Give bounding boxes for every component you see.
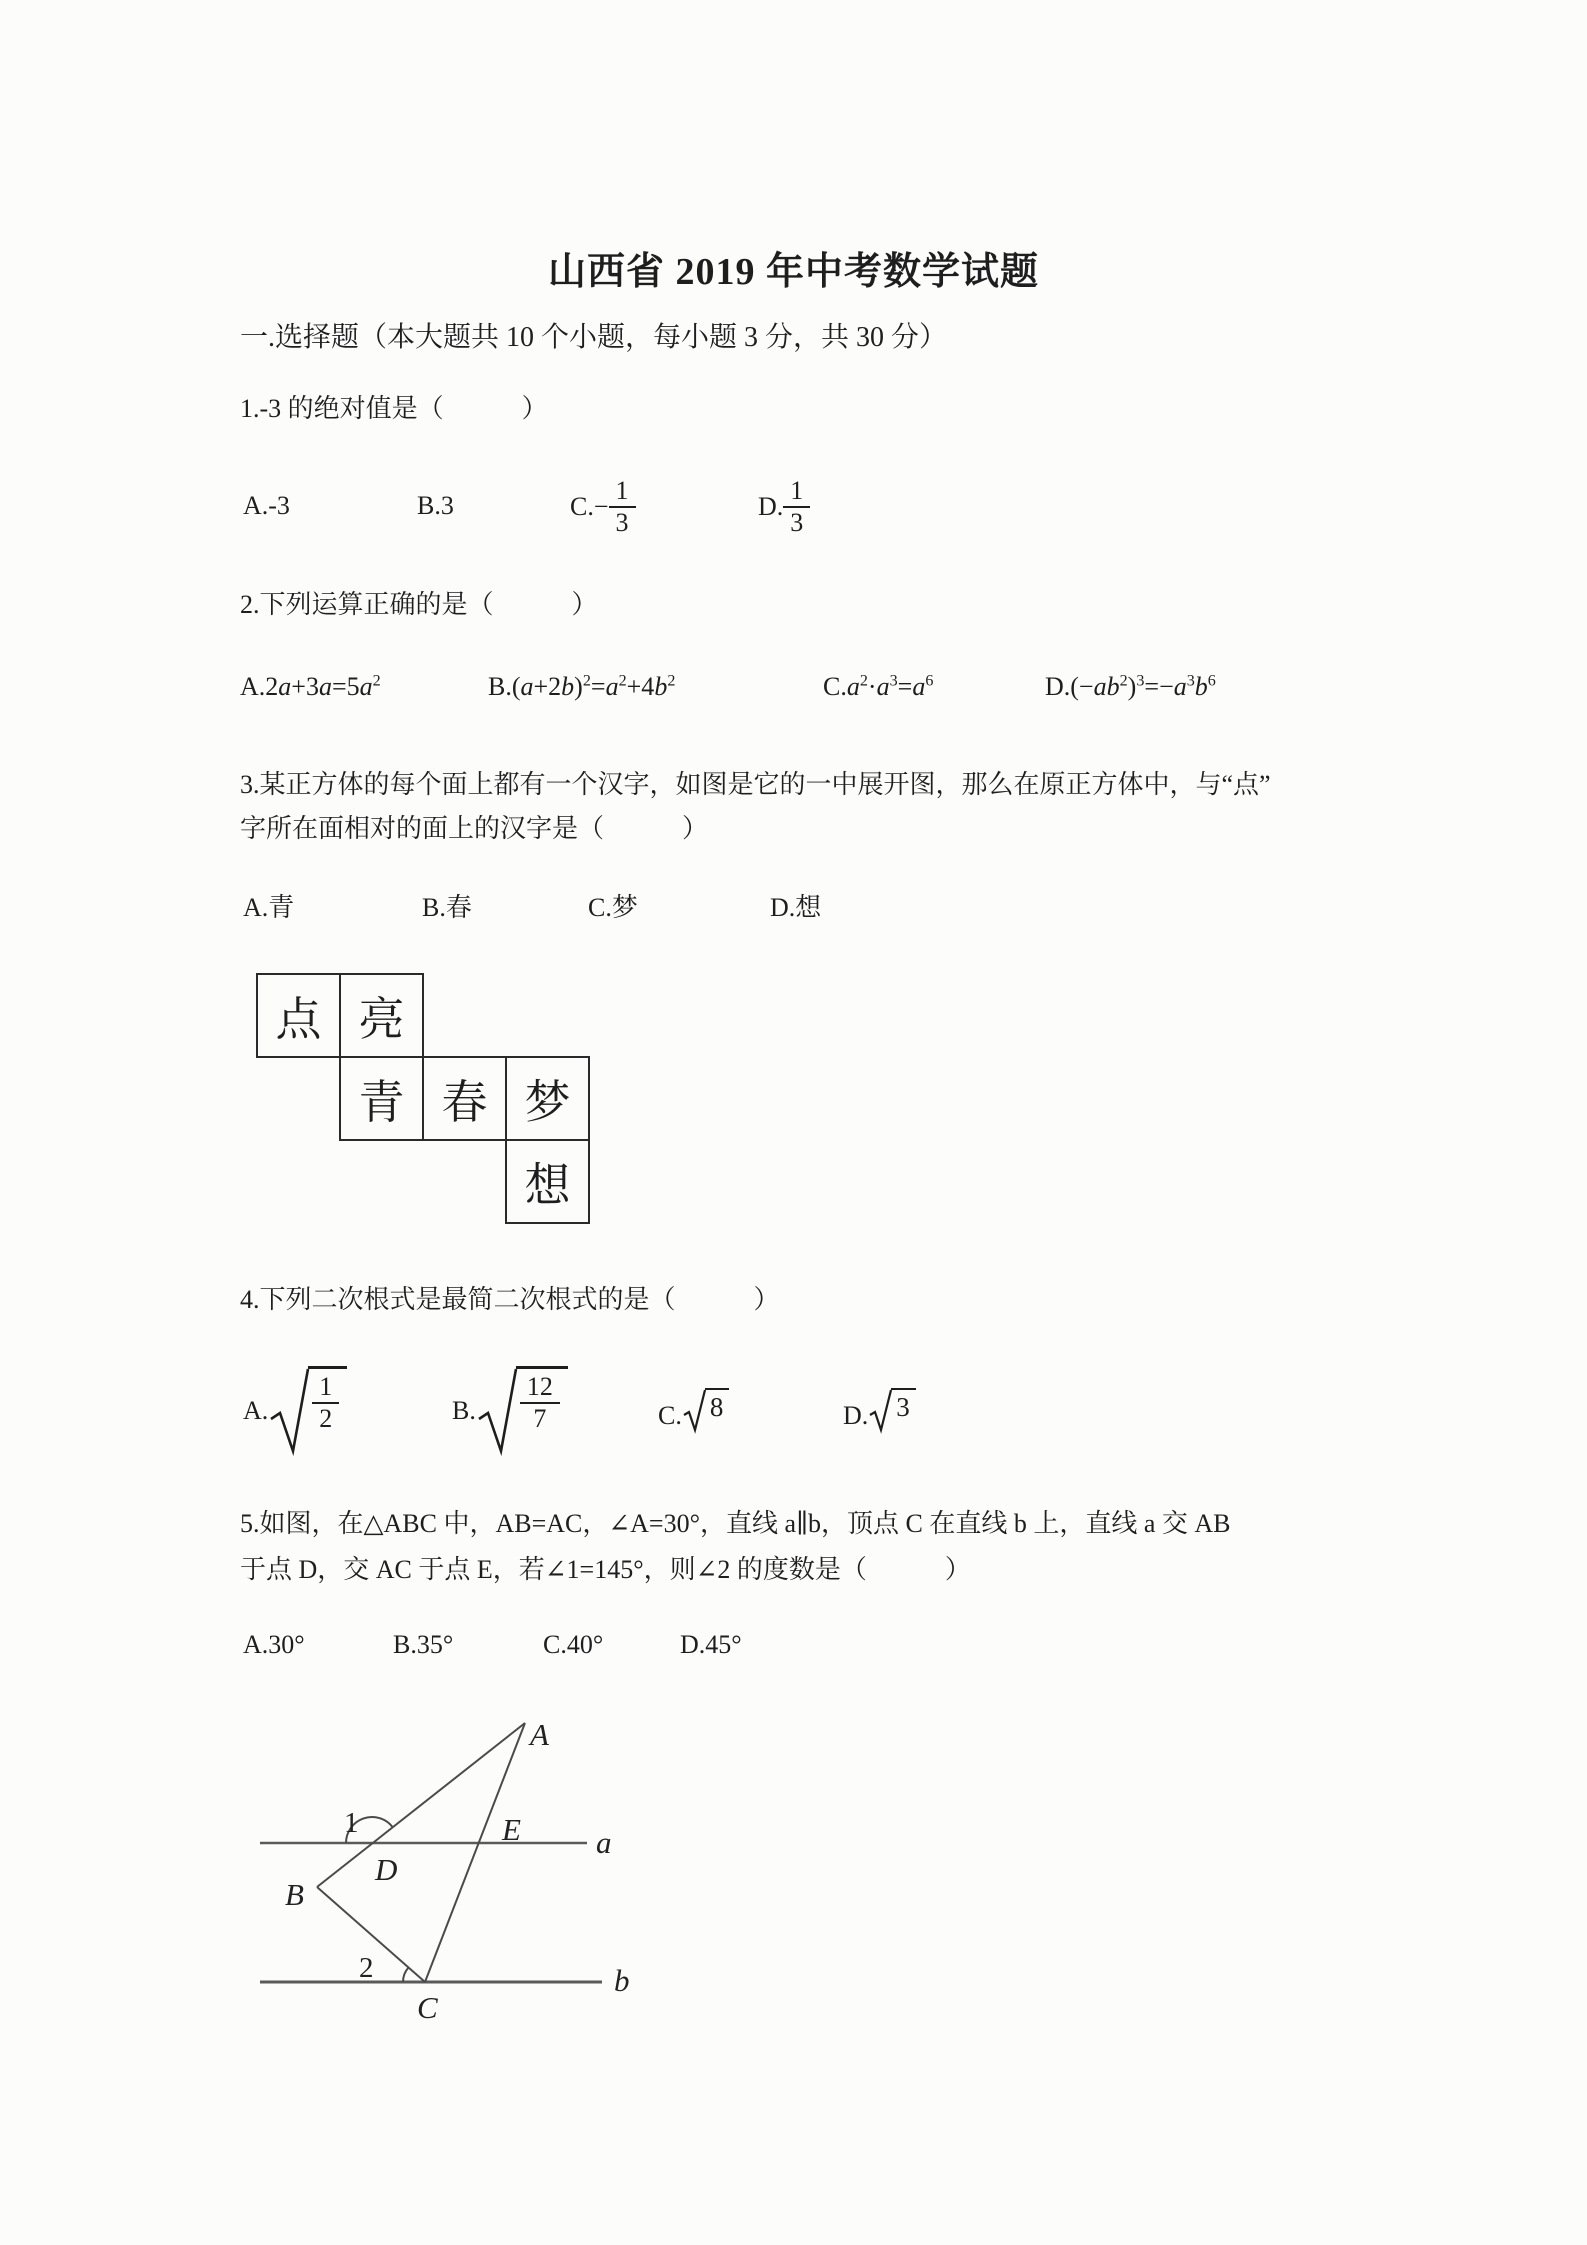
radical-sign-icon — [868, 1388, 893, 1434]
q1-option-d-prefix: D. — [758, 492, 784, 521]
angle-label-2: 2 — [359, 1952, 374, 1984]
fraction-numerator: 1 — [319, 1372, 333, 1401]
question-5-text-line1: 5.如图，在△ABC 中，AB=AC，∠A=30°，直线 a∥b，顶点 C 在直线 b 上，直线 a 交 AB — [240, 1509, 1231, 1538]
net-cell: 春 — [422, 1056, 507, 1141]
fraction — [609, 476, 636, 538]
vertex-label-B: B — [285, 1877, 304, 1912]
fraction-denominator: 2 — [312, 1402, 339, 1434]
question-3-text-line2: 字所在面相对的面上的汉字是（ ） — [240, 814, 709, 843]
section-heading: 一.选择题（本大题共 10 个小题，每小题 3 分，共 30 分） — [240, 322, 948, 353]
fraction — [520, 1372, 560, 1434]
q2-option-b: $B.(a+2b)^2=a^2+4b^2$ — [488, 672, 676, 701]
q2-option-a: $A.2a+3a=5a^2$ — [240, 672, 381, 701]
question-4-text: 4.下列二次根式是最简二次根式的是（ ） — [240, 1285, 780, 1314]
fraction-numerator: 1 — [790, 476, 804, 505]
fraction-denominator: 3 — [609, 506, 636, 538]
q1-option-c — [570, 468, 636, 546]
radicand — [308, 1366, 347, 1434]
net-cell: 青 — [339, 1056, 424, 1141]
vertex-label-E: E — [502, 1812, 521, 1847]
angle-label-1: 1 — [344, 1807, 359, 1839]
geometry-diagram — [240, 1700, 670, 2090]
fraction-numerator: 12 — [526, 1372, 553, 1401]
question-1-text: 1.-3 的绝对值是（ ） — [240, 394, 548, 423]
q4-option-c-prefix: C. — [658, 1401, 682, 1430]
radical-sign-icon — [268, 1366, 310, 1456]
question-2-text: 2.下列运算正确的是（ ） — [240, 590, 598, 619]
fraction — [783, 476, 810, 538]
q4-option-d-prefix: D. — [843, 1401, 869, 1430]
net-cell: 亮 — [339, 973, 424, 1058]
page-title: 山西省 2019 年中考数学试题 — [547, 251, 1039, 293]
fraction — [312, 1372, 339, 1434]
q1-option-a: A.-3 — [243, 491, 290, 520]
q3-option-d: D.想 — [770, 893, 822, 922]
line-label-a: a — [596, 1825, 612, 1860]
vertex-label-D: D — [375, 1852, 398, 1887]
q5-option-d: D.45° — [680, 1630, 742, 1659]
net-cell: 梦 — [505, 1056, 590, 1141]
net-cell: 想 — [505, 1139, 590, 1224]
angle-2-arc — [403, 1968, 409, 1983]
question-3-text-line1: 3.某正方体的每个面上都有一个汉字，如图是它的一中展开图，那么在原正方体中，与“点” — [240, 770, 1271, 799]
fraction-denominator: 3 — [783, 506, 810, 538]
q5-option-a: A.30° — [243, 1630, 305, 1659]
q2-option-d: $D.(-ab^2)^3=-a^3b^6$ — [1045, 672, 1216, 701]
q5-option-b: B.35° — [393, 1630, 454, 1659]
line-label-b: b — [614, 1963, 630, 1998]
radical-sign-icon — [476, 1366, 518, 1456]
triangle-parallel-lines-figure — [240, 1700, 670, 2095]
radicand — [516, 1366, 568, 1434]
q1-option-d — [758, 468, 810, 546]
q3-option-b: B.春 — [422, 893, 472, 922]
q1-option-b: B.3 — [417, 491, 454, 520]
q4-option-c — [658, 1387, 729, 1434]
fraction-denominator: 7 — [520, 1402, 560, 1434]
q4-option-a-prefix: A. — [243, 1396, 269, 1425]
q2-option-c: $C.a^2\cdot a^3=a^6$ — [823, 672, 934, 701]
radicand: 3 — [891, 1388, 916, 1422]
vertex-label-A: A — [530, 1717, 549, 1752]
vertex-label-C: C — [417, 1990, 438, 2025]
q1-option-c-prefix: C.− — [570, 492, 609, 521]
question-5-text-line2: 于点 D，交 AC 于点 E，若∠1=145°，则∠2 的度数是（ ） — [240, 1555, 971, 1584]
net-cell: 点 — [256, 973, 341, 1058]
q3-option-c: C.梦 — [588, 893, 638, 922]
fraction-numerator: 1 — [615, 476, 629, 505]
q4-option-b-prefix: B. — [452, 1396, 476, 1425]
q4-option-a — [243, 1366, 347, 1456]
radical-sign-icon — [682, 1388, 707, 1434]
q5-option-c: C.40° — [543, 1630, 604, 1659]
radicand: 8 — [705, 1388, 730, 1422]
cube-net-figure — [256, 973, 596, 1228]
q4-option-d — [843, 1387, 916, 1434]
q3-option-a: A.青 — [243, 893, 295, 922]
q4-option-b — [452, 1366, 568, 1456]
